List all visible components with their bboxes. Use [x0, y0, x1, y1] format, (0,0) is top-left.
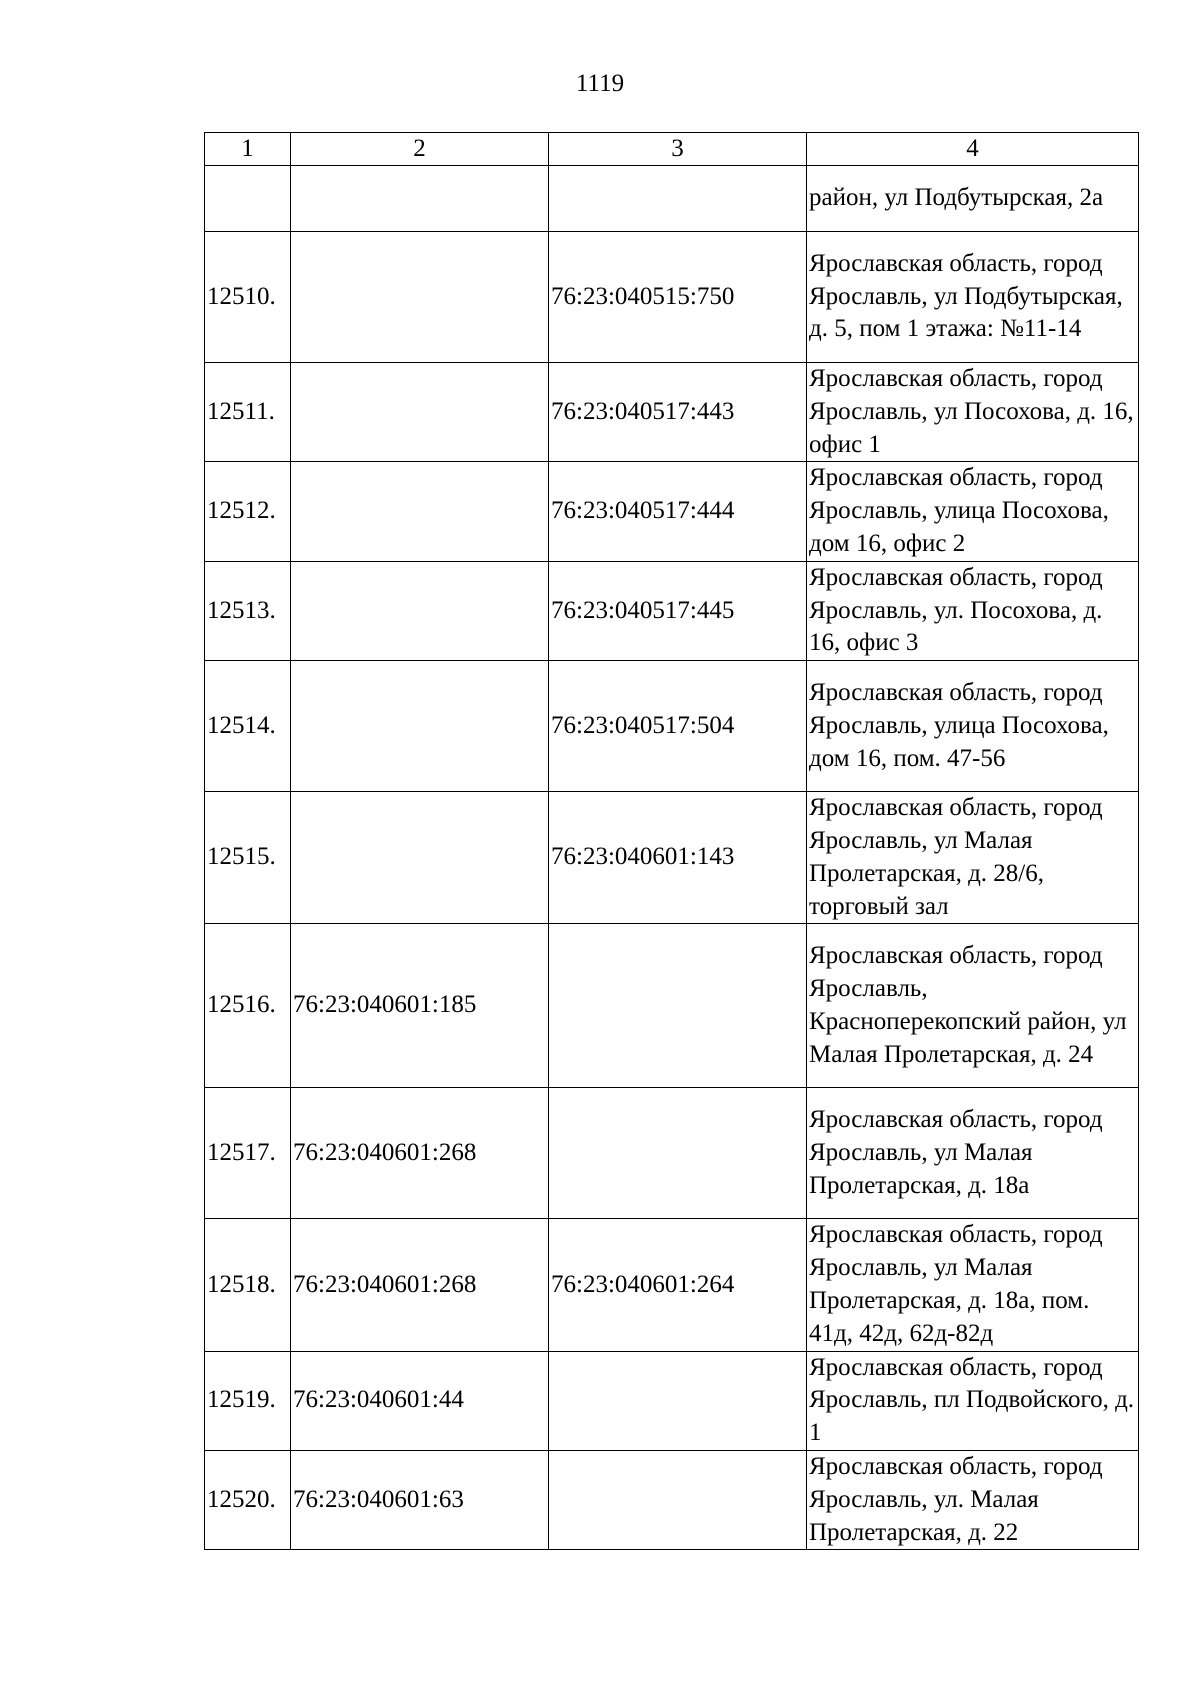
address: Ярославская область, город Ярославль, улица Посохова, дом 16, пом. 47-56	[807, 661, 1139, 792]
table-row	[205, 166, 1139, 232]
cadastral-number-col2: 76:23:040601:185	[291, 924, 549, 1088]
row-number: 12519.	[205, 1351, 291, 1450]
address: Ярославская область, город Ярославль, ул Малая Пролетарская, д. 18а, пом. 41д, 42д, 62д-82д	[807, 1219, 1139, 1351]
table-header-row	[205, 133, 1139, 166]
cadastral-number-col2	[291, 363, 549, 462]
row-number: 12511.	[205, 363, 291, 462]
row-number: 12518.	[205, 1219, 291, 1351]
address: Ярославская область, город Ярославль, ул Подбутырская, д. 5, пом 1 этажа: №11-14	[807, 232, 1139, 363]
table-row	[205, 924, 1139, 1088]
cadastral-number-col3	[549, 1088, 807, 1219]
address: Ярославская область, город Ярославль, ул Малая Пролетарская, д. 18а	[807, 1088, 1139, 1219]
table-row	[205, 561, 1139, 660]
row-number: 12510.	[205, 232, 291, 363]
cadastral-number-col3	[549, 924, 807, 1088]
cadastral-number-col2	[291, 561, 549, 660]
cadastral-number-col3: 76:23:040515:750	[549, 232, 807, 363]
cadastral-number-col3: 76:23:040517:444	[549, 462, 807, 561]
table-row	[205, 363, 1139, 462]
address: Ярославская область, город Ярославль, ул. Посохова, д. 16, офис 3	[807, 561, 1139, 660]
cadastral-number-col3: 76:23:040517:445	[549, 561, 807, 660]
cadastral-number-col3	[549, 1351, 807, 1450]
page-number: 1119	[575, 70, 625, 97]
cadastral-number-col2	[291, 661, 549, 792]
address: Ярославская область, город Ярославль, улица Посохова, дом 16, офис 2	[807, 462, 1139, 561]
row-number: 12517.	[205, 1088, 291, 1219]
cadastral-number-col2: 76:23:040601:44	[291, 1351, 549, 1450]
column-header-3: 3	[549, 133, 807, 166]
address: Ярославская область, город Ярославль, ул Посохова, д. 16, офис 1	[807, 363, 1139, 462]
table-row	[205, 661, 1139, 792]
row-number: 12512.	[205, 462, 291, 561]
address: Ярославская область, город Ярославль, Красноперекопский район, ул Малая Пролетарская, д. 24	[807, 924, 1139, 1088]
cadastral-number-col3	[549, 1450, 807, 1549]
row-number: 12515.	[205, 792, 291, 924]
row-number: 12514.	[205, 661, 291, 792]
row-number: 12513.	[205, 561, 291, 660]
row-number	[205, 166, 291, 232]
cadastral-number-col3: 76:23:040517:443	[549, 363, 807, 462]
table-row	[205, 792, 1139, 924]
cadastral-number-col2: 76:23:040601:268	[291, 1088, 549, 1219]
cadastral-number-col3: 76:23:040517:504	[549, 661, 807, 792]
address: Ярославская область, город Ярославль, ул. Малая Пролетарская, д. 22	[807, 1450, 1139, 1549]
cadastral-number-col2	[291, 462, 549, 561]
table-row	[205, 462, 1139, 561]
table-row	[205, 1219, 1139, 1351]
address: район, ул Подбутырская, 2а	[807, 166, 1139, 232]
cadastral-number-col2: 76:23:040601:63	[291, 1450, 549, 1549]
row-number: 12516.	[205, 924, 291, 1088]
cadastral-number-col3: 76:23:040601:264	[549, 1219, 807, 1351]
cadastral-number-col2	[291, 792, 549, 924]
address: Ярославская область, город Ярославль, ул Малая Пролетарская, д. 28/6, торговый зал	[807, 792, 1139, 924]
cadastral-number-col2	[291, 232, 549, 363]
cadastral-number-col2: 76:23:040601:268	[291, 1219, 549, 1351]
column-header-4: 4	[807, 133, 1139, 166]
registry-table	[204, 132, 1139, 1550]
column-header-2: 2	[291, 133, 549, 166]
cadastral-number-col3: 76:23:040601:143	[549, 792, 807, 924]
row-number: 12520.	[205, 1450, 291, 1549]
table-row	[205, 1351, 1139, 1450]
cadastral-number-col2	[291, 166, 549, 232]
table-row	[205, 232, 1139, 363]
table-row	[205, 1450, 1139, 1549]
table-row	[205, 1088, 1139, 1219]
column-header-1: 1	[205, 133, 291, 166]
address: Ярославская область, город Ярославль, пл Подвойского, д. 1	[807, 1351, 1139, 1450]
cadastral-number-col3	[549, 166, 807, 232]
